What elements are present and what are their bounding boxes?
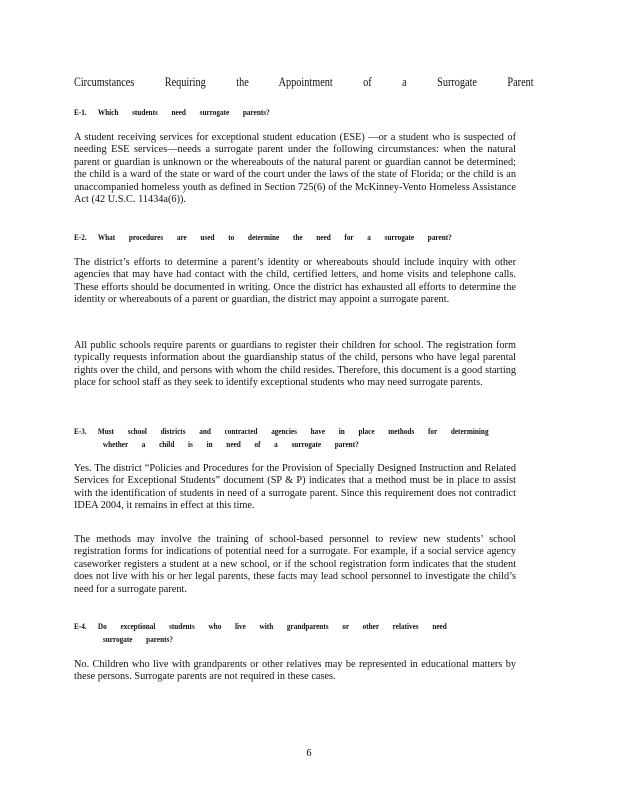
question-number: E-2. [74, 232, 87, 242]
question-e3 [74, 426, 489, 449]
question-number: E-4. [74, 621, 87, 631]
question-e1 [74, 107, 270, 117]
answer-paragraph: No. Children who live with grandparents or other relatives may be represented in educational matters by these persons. Surrogate parents are not required in these cases. [74, 659, 516, 683]
question-text-continued: surrogate parents? [102, 634, 173, 644]
question-text: Must school districts and contracted agencies have in place methods for determining [97, 426, 489, 436]
answer-paragraph: A student receiving services for exceptional student education (ESE) —or a student who is suspected of needing ESE services—needs a surrogate parent under the following circumstances: when the natural parent or guardian is unknown or the whereabouts of the natural parent or guardian cannot be determined; the child is a ward of the state or ward of the court under the laws of the state of Florida; or the child is an unaccompanied homeless youth as defined in Section 725(6) of the McKinney-Vento Homeless Assistance Act (42 U.S.C. 11434a(6)). [74, 132, 516, 206]
question-number: E-1. [74, 107, 87, 117]
question-text: Which students need surrogate parents? [97, 107, 270, 117]
question-text-continued: whether a child is in need of a surrogate parent? [102, 439, 359, 449]
question-e2 [74, 232, 452, 242]
page-number: 6 [306, 748, 312, 759]
answer-paragraph: The methods may involve the training of school-based personnel to review new students’ school registration forms for indications of potential need for a surrogate. For example, if a social service agency caseworker registers a student at a new school, or if the school registration form indicates that the student does not live with his or her legal parents, these facts may lead school personnel to investigate the child’s need for a surrogate parent. [74, 534, 516, 595]
question-text: Do exceptional students who live with grandparents or other relatives need [97, 621, 447, 631]
answer-paragraph: All public schools require parents or guardians to register their children for school. The registration form typically requests information about the guardianship status of the child, persons who have legal parental rights over the child, and persons with whom the child resides. Therefore, this document is a good starting place for school staff as they seek to identify exceptional students who may need surrogate parents. [74, 340, 516, 389]
question-e4 [74, 621, 447, 644]
answer-paragraph: The district’s efforts to determine a parent’s identity or whereabouts should include inquiry with other agencies that may have had contact with the child, certified letters, and home visits and telephone calls. These efforts should be documented in writing. Once the district has exhausted all efforts to determine the identity or whereabouts of a parent or guardian, the district may appoint a surrogate parent. [74, 257, 516, 306]
answer-paragraph: Yes. The district “Policies and Procedures for the Provision of Specially Designed Instruction and Related Services for Exceptional Students” document (SP & P) indicates that a method must be in place to assist with the identification of students in need of a surrogate parent. Since this requirement does not contradict IDEA 2004, it remains in effect at this time. [74, 463, 516, 512]
question-text: What procedures are used to determine the need for a surrogate parent? [97, 232, 452, 242]
page-title: Circumstances Requiring the Appointment of a Surrogate Parent [74, 75, 534, 89]
question-number: E-3. [74, 426, 87, 436]
